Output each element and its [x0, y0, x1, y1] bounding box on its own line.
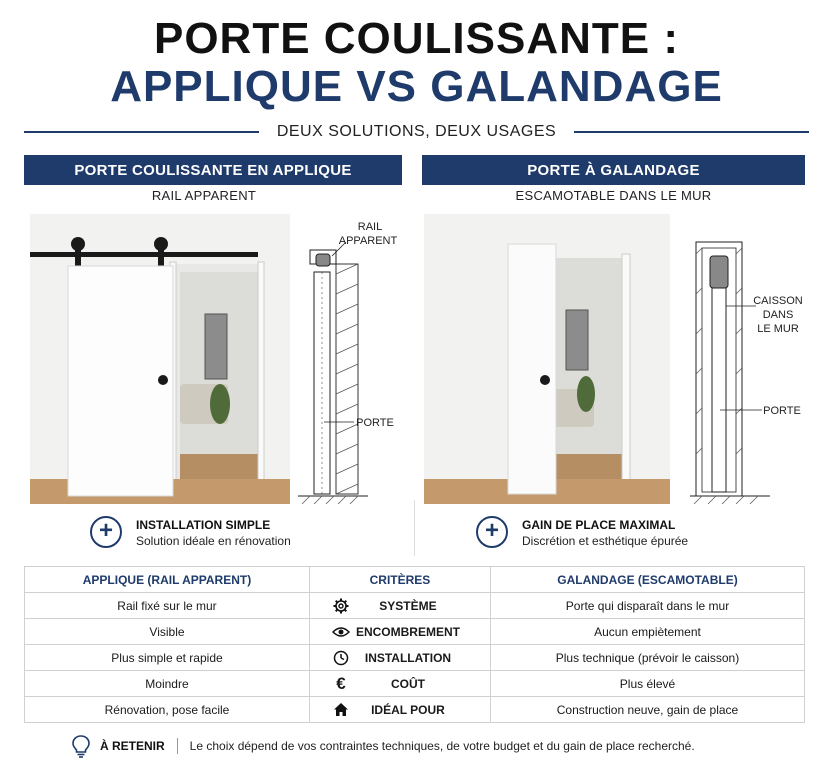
footer-message: Le choix dépend de vos contraintes techniques, de votre budget et du gain de place recherché.: [189, 739, 695, 753]
eye-icon: [326, 626, 356, 638]
row-criterion-cell: [309, 619, 490, 645]
label-porte-right: PORTE: [763, 405, 801, 417]
galandage-section-drawing: [690, 214, 805, 504]
row-galandage-cell: Aucun empiètement: [490, 619, 804, 645]
row-galandage-cell: Plus technique (prévoir le caisson): [490, 645, 804, 671]
row-applique-cell: Visible: [25, 619, 310, 645]
table-row: [25, 593, 805, 619]
label-apparent: APPARENT: [338, 235, 398, 247]
col-header-galandage: GALANDAGE (ESCAMOTABLE): [490, 567, 804, 593]
criterion-label: INSTALLATION: [364, 650, 452, 665]
left-feature-title: INSTALLATION SIMPLE: [136, 518, 271, 532]
divider-right: [574, 131, 809, 133]
house-icon: [326, 702, 356, 717]
left-column-header: PORTE COULISSANTE EN APPLIQUE: [24, 155, 402, 185]
footer-separator: [177, 738, 178, 754]
right-technical-diagram: [690, 214, 805, 504]
row-applique-cell: Rénovation, pose facile: [25, 697, 310, 723]
applique-section-drawing: [298, 214, 398, 504]
left-door-photo: [30, 214, 290, 504]
criterion-label: SYSTÈME: [379, 598, 437, 613]
criterion-label: IDÉAL POUR: [371, 702, 445, 717]
table-row: [25, 645, 805, 671]
row-criterion-cell: [309, 645, 490, 671]
page-title-line2: APPLIQUE VS GALANDAGE: [110, 62, 723, 111]
row-applique-cell: Moindre: [25, 671, 310, 697]
left-feature: [90, 516, 370, 550]
table-row: [25, 697, 805, 723]
row-galandage-cell: Plus élevé: [490, 671, 804, 697]
lightbulb-icon: [70, 734, 92, 758]
applique-door-illustration: [30, 214, 290, 504]
column-divider: [414, 500, 415, 556]
row-galandage-cell: Construction neuve, gain de place: [490, 697, 804, 723]
row-criterion-cell: [309, 697, 490, 723]
row-galandage-cell: Porte qui disparaît dans le mur: [490, 593, 804, 619]
comparison-table: [24, 566, 805, 723]
left-technical-diagram: [298, 214, 398, 504]
page-title-line1: PORTE COULISSANTE :: [153, 14, 680, 63]
euro-icon: €: [336, 673, 346, 693]
right-feature-title: GAIN DE PLACE MAXIMAL: [522, 518, 676, 532]
footer-note: [70, 734, 695, 758]
table-header-row: [25, 567, 805, 593]
row-criterion-cell: [309, 593, 490, 619]
gear-icon: [326, 598, 356, 614]
page-subtitle: DEUX SOLUTIONS, DEUX USAGES: [276, 123, 557, 140]
plus-icon: +: [90, 516, 122, 548]
criterion-label: COÛT: [390, 676, 425, 691]
row-applique-cell: Rail fixé sur le mur: [25, 593, 310, 619]
clock-icon: [326, 650, 356, 666]
subtitle-row: [24, 122, 809, 142]
label-caisson: CAISSON: [753, 295, 803, 307]
label-dans: DANS: [762, 309, 794, 321]
plus-icon: +: [476, 516, 508, 548]
table-row: [25, 671, 805, 697]
divider-left: [24, 131, 259, 133]
footer-label: À RETENIR: [100, 739, 165, 753]
left-feature-desc: Solution idéale en rénovation: [136, 534, 291, 548]
col-header-criteres: CRITÈRES: [309, 567, 490, 593]
right-column-header: PORTE À GALANDAGE: [422, 155, 805, 185]
right-column-subtitle: ESCAMOTABLE DANS LE MUR: [515, 188, 712, 203]
label-porte-left: PORTE: [356, 417, 394, 429]
right-door-photo: [424, 214, 670, 504]
row-criterion-cell: [309, 671, 490, 697]
left-column-subtitle: RAIL APPARENT: [151, 188, 257, 203]
criterion-label: ENCOMBREMENT: [355, 624, 460, 639]
row-applique-cell: Plus simple et rapide: [25, 645, 310, 671]
label-rail: RAIL: [357, 221, 383, 233]
right-feature-desc: Discrétion et esthétique épurée: [522, 534, 689, 548]
right-feature: [476, 516, 756, 550]
col-header-applique: APPLIQUE (RAIL APPARENT): [25, 567, 310, 593]
label-le-mur: LE MUR: [757, 323, 799, 335]
galandage-door-illustration: [424, 214, 670, 504]
table-row: [25, 619, 805, 645]
